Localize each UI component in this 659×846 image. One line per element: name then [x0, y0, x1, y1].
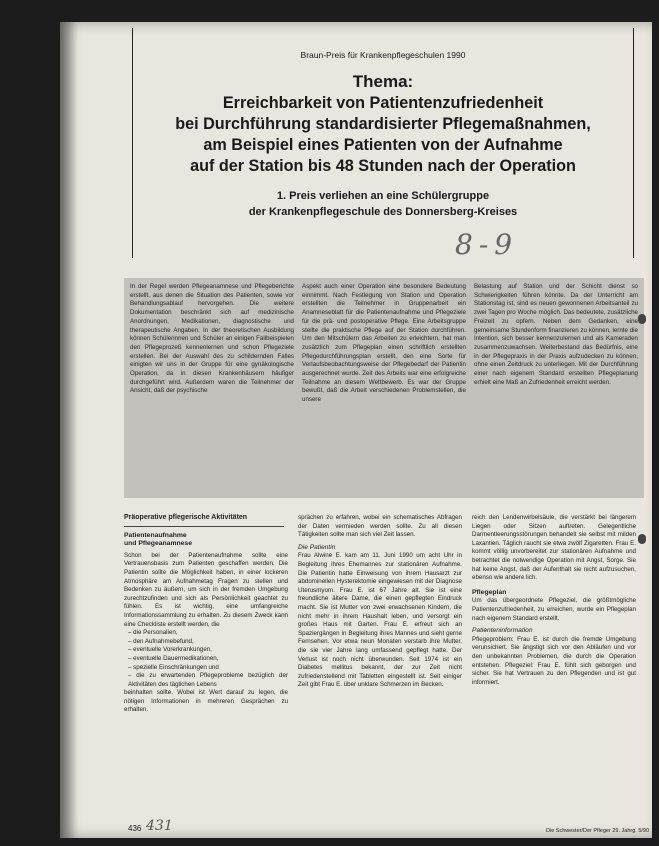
intro-column-2: Aspekt auch einer Operation eine besondere Bedeutung einnimmt. Nach Festlegung von Station und Operation erstellten die Teilnehmer in Gruppenarbeit ein Anamneseblatt für die Patientenaufnahme und Pflegeziele für die prä- und postoperative Pflege. Eine Arbeitsgruppe stellte die praktische Pflege auf der Station durchführen. Um den Mitschülern das Arbeiten zu erleichtern, hat man zusätzlich zum Pflegeplan einen schriftlich erstellten Pflegedurchführungsplan erstellt, den eine Sorte für Verlaufsbeobachtungsweise der Pflegebedarf der Patientin ausgerechnet wurde. Zeit des Arbeits war eine erfolgreiche Teilnahme an diesem Wettbewerb. Es war der Gruppe bewußt, daß die Arbeit verschiedenen Problemstellen, die unsere	[302, 283, 466, 404]
list-item: – den Aufnahmebefund,	[128, 637, 194, 645]
handwritten-page-number: 431	[146, 818, 173, 834]
award-subtitle	[133, 188, 633, 220]
body-column-1	[124, 514, 288, 715]
section-rule	[124, 526, 284, 527]
binding-shadow	[60, 22, 78, 838]
award-line: 1. Preis verliehen an eine Schülergruppe	[276, 190, 490, 202]
list-item: – die zu erwartenden Pflegeprobleme bezüglich der Aktivitäten des täglichen Lebens	[128, 672, 288, 688]
body-column-2	[298, 514, 462, 690]
checklist	[124, 629, 288, 689]
intro-column-1: In der Regel werden Pflegeanamnese und Pflegeberichte erstellt, aus denen die Situation des Patienten, sowie vor Behandlungsablauf hervorgehen. Die weitere Dokumentation beschränkt sich auf medizinische Anordnungen, Medikationen, diagnostische und therapeutische Angaben. In der theoretischen Ausbildung können Schülerinnen und Schüler an einigen Fallbeispielen den Pflegeprozeß kennenlernen und schon Pflegeziele erstellen. Bei der Auswahl des zu schildernden Falles einigten wir uns in der Gruppe für eine gynäkologische Operation, da in diesen Krankenhäusern häufiger durchgeführt wird. Außerdem waren die Teilnehmer der Ansicht, daß der psychische	[130, 283, 294, 395]
title-line: Erreichbarkeit von Patientenzufriedenheit	[222, 94, 544, 112]
award-kicker: Braun-Preis für Krankenpflegeschulen 1990	[300, 50, 466, 60]
title-line: bei Durchführung standardisierter Pflegemaßnahmen,	[175, 115, 591, 133]
page-tab-mark	[638, 314, 646, 324]
subheading: Pflegeplan	[472, 588, 507, 596]
page-tab-mark	[638, 534, 646, 544]
list-item: – eventuelle Vorerkrankungen,	[128, 646, 212, 654]
paragraph: sprächen zu erfahren, wobei ein schematisches Abfragen der Daten vermieden werden sollte. Zu all diesen Tätigkeiten sollte man sich viel Zeit lassen.	[298, 514, 462, 539]
title-line: am Beispiel eines Patienten von der Aufnahme	[203, 136, 563, 154]
subheading-italic: Die Patientin	[298, 543, 336, 551]
subheading: Patientenaufnahme	[124, 531, 187, 539]
journal-footer: Die Schwester/Der Pfleger 29. Jahrg. 5/90	[546, 828, 650, 834]
list-item: – eventuelle Dauermedikationen,	[128, 654, 219, 662]
intro-box	[124, 278, 644, 498]
section-heading: Präoperative pflegerische Aktivitäten	[124, 514, 248, 521]
list-item: – spezielle Einschränkungen und	[128, 663, 219, 671]
list-item: – die Personalien,	[128, 629, 178, 637]
document-page	[60, 22, 652, 838]
article-header	[132, 28, 634, 261]
paragraph: Pflegeproblem: Frau E. ist durch die fremde Umgebung verunsichert. Sie ängstigt sich vor den Abläufen und vor den unbekannten Problemen, die durch die Operation entstehen. Pflegeziel: Frau E. fühlt sich geborgen und sicher. Sie hat Vertrauen zu den Pflegenden und ist gut informiert.	[472, 635, 636, 686]
theme-label: Thema:	[352, 72, 414, 91]
article-title	[123, 93, 643, 177]
paragraph: Um das übergeordnete Pflegeziel, die größtmögliche Patientenzufriedenheit, zu erreichen, wurde ein Pflegeplan nach eigenem Standard erstellt.	[472, 597, 636, 622]
paragraph: beinhalten sollte. Wobei ist Wert darauf zu legen, die nötigen Informationen in mehreren Gesprächen zu erhalten.	[124, 689, 288, 714]
paragraph: reich den Lendenwirbelsäule, die verstärkt bei längerem Liegen oder Sitzen auftreten. Gelegentliche Darmentleerungsstörungen behandelt sie selbst mit milden Laxantien. Täglich raucht sie etwa zwölf Zigaretten. Frau E. kommt völlig unvorbereitet zur stationären Aufnahme und betrachtet die notwendige Operation mit Angst, Sorge. Sie hat keine Angst, daß der Aufenthalt sie nicht aufzusuchen, ebenso wie andere lich.	[472, 514, 636, 582]
paragraph: Frau Alwine E. kam am 11. Juni 1990 um acht Uhr in Begleitung ihres Ehemannes zur stationären Aufnahme. Die Patientin hatte Einweisung von ihrem Hausarzt zur abdominellen Hysterektomie eingewiesen mit der Diagnose Uterusmyom. Frau E. ist 67 Jahre alt. Sie ist eine freundliche ältere Dame, die einen gepflegten Eindruck macht. Sie ist Mutter von zwei erwachsenen Kindern, die nicht mehr in ihrem Haushalt leben, und versorgt ein großes Haus mit Garten. Frau E. erfreut sich an Spaziergängen in Begleitung ihres Mannes und sieht gerne Fernsehen. Vor etwa neun Monaten verstarb ihre Mutter, die sie vier Jahre lang umfassend gepflegt hatte. Der Verlust ist noch nicht überwunden. Seit 1974 ist ein Diabetes mellitus bekannt, der zur Zeit nicht zufriedenstellend mit Tabletten eingestellt ist. Seit einiger Zeit gibt Frau E. über unklare Schmerzen im Becken.	[298, 552, 462, 689]
body-column-3	[472, 514, 636, 687]
handwritten-note: 8-9	[455, 228, 519, 261]
intro-column-3: Belastung auf Station und der Schicht dienst so Schwierigkeiten führen könnte. Da der Unterricht am Stationstag ist, sind es neuen gewonnenen Arbeitsanteil zu zwei Tagen pro Woche möglich. Das bedeutete, zusätzliche Freizeit zu opfern. Neben dem Gedanken, eine gemeinsame Stundenform finanzieren zu können, lernte die Intention, sich besser kennenzulernen und als Kameraden zusammenzuwachsen. Weiterbestand das Bedürfnis, eine in der Pflegepraxis in der Praxis aufzudecken zu können, ohne einen Zeitdruck zu unterliegen. Mit der Durchführung einer nach eigenem Standard erstellten Pflegeplanung erhielt eine Maß an Zufriedenheit erreicht werden.	[474, 283, 638, 386]
subheading: und Pflegeanamnese	[124, 540, 192, 548]
award-line: der Krankenpflegeschule des Donnersberg-Kreises	[248, 206, 518, 218]
subheading-italic: Patienteninformation	[472, 627, 533, 635]
paragraph: Schon bei der Patientenaufnahme sollte eine Vertrauensbasis zum Patienten geschaffen werden. Die Patientin sollte die Möglichkeit haben, in einer lockeren Atmosphäre am Aufnahmetag Fragen zu stellen und Bedenken zu äußern, um sich in der fremden Umgebung zurechtzufinden und sich als Persönlichkeit geachtet zu fühlen. Es ist wichtig, eine umfangreiche Informationssammlung zu erhalten. Zu diesem Zweck kann eine Checkliste erstellt werden, die	[124, 551, 288, 628]
title-line: auf der Station bis 48 Stunden nach der Operation	[190, 157, 576, 175]
page-number: 436	[128, 824, 142, 833]
